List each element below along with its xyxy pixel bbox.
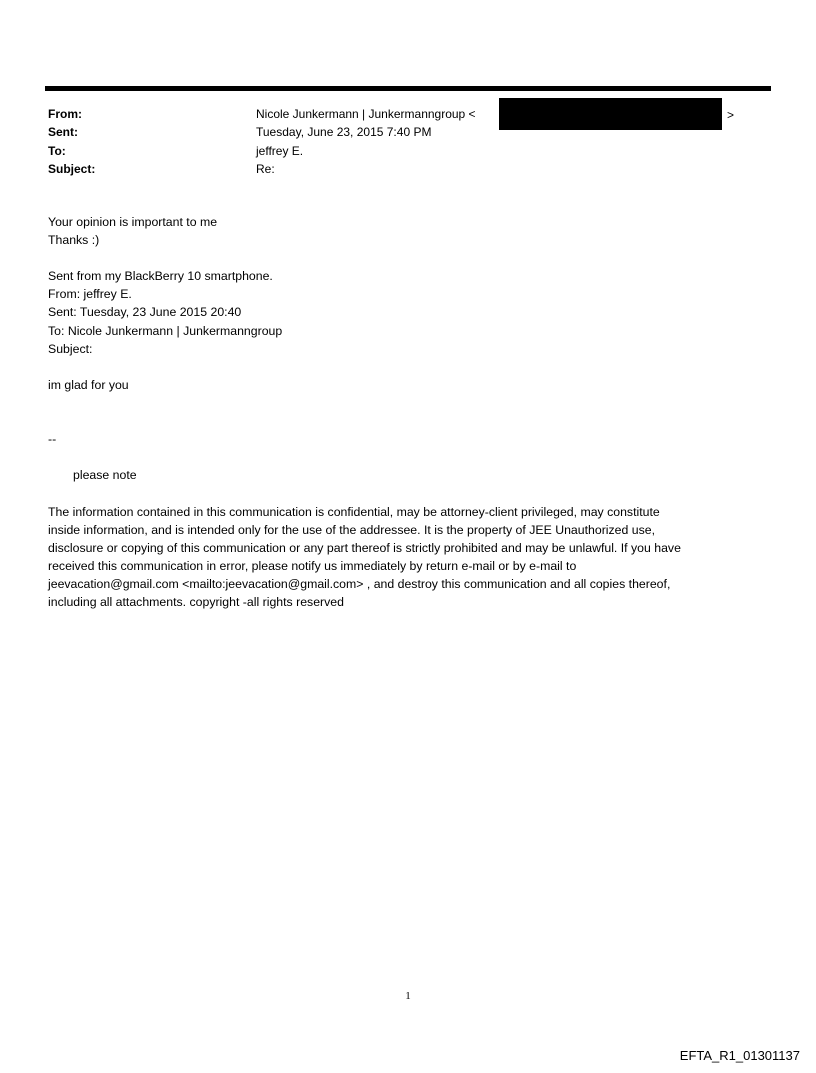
disclaimer-line: disclosure or copying of this communication or any part thereof is strictly prohibited and may be unlawful. If you have (48, 540, 681, 555)
header-row-to (48, 142, 788, 160)
from-value-suffix: > (727, 108, 735, 122)
to-label: To: (48, 143, 66, 158)
body-line-blank (48, 486, 788, 504)
sent-value: Tuesday, June 23, 2015 7:40 PM (256, 125, 432, 140)
body-line: Sent from my BlackBerry 10 smartphone. (48, 269, 273, 284)
body-line-blank (48, 450, 788, 468)
page-number: 1 (405, 990, 411, 1002)
body-line-blank (48, 251, 788, 269)
bates-number: EFTA_R1_01301137 (679, 1048, 800, 1063)
to-value: jeffrey E. (256, 143, 304, 158)
sent-label: Sent: (48, 125, 78, 140)
body-line-quoted-subject: Subject: (48, 341, 93, 356)
body-line-quoted-from: From: jeffrey E. (48, 287, 132, 302)
body-line: im glad for you (48, 377, 129, 392)
body-line-blank (48, 360, 788, 378)
disclaimer-line: received this communication in error, please notify us immediately by return e-mail or by e-mail to (48, 558, 577, 573)
body-line: Your opinion is important to me (48, 215, 218, 229)
disclaimer-line: including all attachments. copyright -all rights reserved (48, 594, 344, 609)
body-line-blank (48, 396, 788, 414)
from-label: From: (48, 107, 82, 121)
please-note-line: please note (73, 468, 137, 483)
disclaimer-line: jeevacation@gmail.com <mailto:jeevacation@gmail.com> , and destroy this communication and all copies thereof, (48, 576, 671, 591)
header-row-subject (48, 160, 788, 178)
redaction-box-email-address (499, 98, 722, 130)
body-line-quoted-sent: Sent: Tuesday, 23 June 2015 20:40 (48, 305, 242, 320)
header-divider-rule (45, 86, 771, 91)
body-line: Thanks :) (48, 233, 100, 248)
subject-label: Subject: (48, 161, 96, 176)
subject-value: Re: (256, 161, 275, 176)
body-line-quoted-to: To: Nicole Junkermann | Junkermanngroup (48, 323, 283, 338)
disclaimer-line: The information contained in this communication is confidential, may be attorney-client privileged, may constitute (48, 504, 660, 519)
body-line-blank (48, 414, 788, 432)
signature-delimiter: -- (48, 432, 57, 447)
disclaimer-line: inside information, and is intended only for the use of the addressee. It is the property of JEE Unauthorized use, (48, 522, 656, 537)
email-body (48, 215, 788, 613)
from-value: Nicole Junkermann | Junkermanngroup < (256, 107, 476, 121)
